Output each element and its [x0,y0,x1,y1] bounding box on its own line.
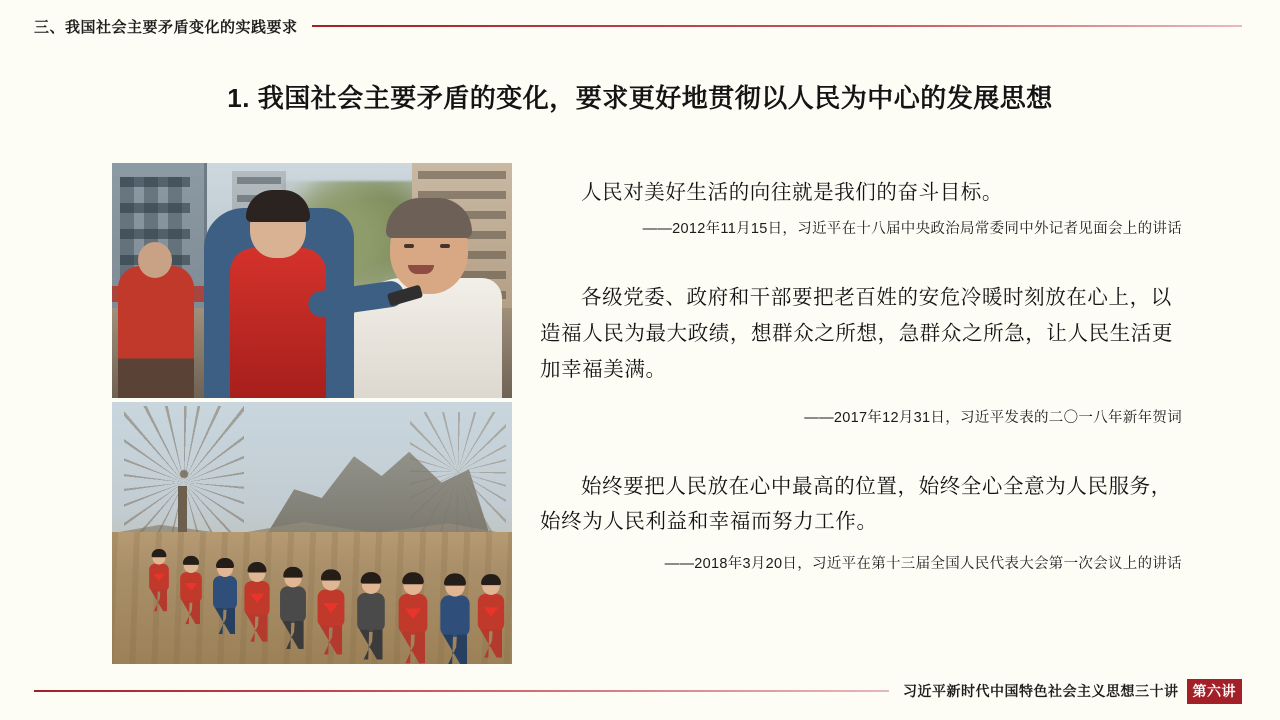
quote-attribution-2: ——2017年12月31日，习近平发表的二〇一八年新年贺词 [804,409,1182,426]
footer-lecture-badge: 第六讲 [1187,679,1243,704]
photo2-child [439,576,471,664]
photo1-bystander-head [138,242,172,278]
photo2-child [212,560,238,634]
quote-attribution-1: ——2012年11月15日，习近平在十八届中央政治局常委同中外记者见面会上的讲话 [642,220,1182,237]
photo-barber-haircut [112,163,512,398]
photo1-bystander-body [118,266,194,398]
photo-children-running [112,402,512,664]
photo2-child [477,576,506,657]
header-divider [312,25,1242,27]
photo1-elder-eye-left [404,244,414,248]
footer-series-title: 习近平新时代中国特色社会主义思想三十讲 [903,683,1179,699]
page-title: 1. 我国社会主要矛盾的变化，要求更好地贯彻以人民为中心的发展思想 [227,83,1053,113]
slide-footer [34,678,1242,704]
photo-column [112,163,512,664]
photo1-volunteer-vest [230,248,326,398]
quote-column [540,175,1182,573]
quote-text-2: 各级党委、政府和干部要把老百姓的安危冷暖时刻放在心上，以造福人民为最大政绩，想群众之所想，急群众之所急，让人民生活更加幸福美满。 [540,285,1173,381]
quote-text-3: 始终要把人民放在心中最高的位置，始终全心全意为人民服务，始终为人民利益和幸福而努力工作。 [540,474,1172,534]
photo1-elder-eye-right [440,244,450,248]
photo2-child [356,574,386,659]
quote-text-1: 人民对美好生活的向往就是我们的奋斗目标。 [581,181,1003,204]
photo2-child [316,572,345,655]
photo2-child [397,575,428,664]
photo2-child [243,564,270,642]
photo2-child [179,558,202,625]
photo2-child [279,569,307,649]
slide-header [34,14,1242,38]
section-title: 三、我国社会主要矛盾变化的实践要求 [34,18,298,36]
quote-attribution-3: ——2018年3月20日，习近平在第十三届全国人民代表大会第一次会议上的讲话 [664,556,1182,573]
footer-divider [34,690,889,692]
photo2-child [148,551,169,612]
